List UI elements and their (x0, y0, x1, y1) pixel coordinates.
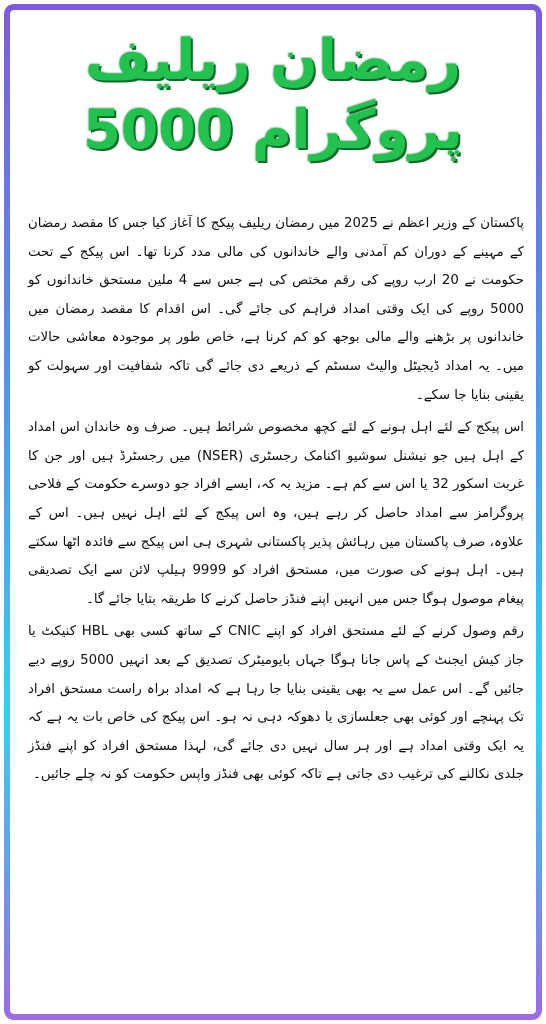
title-line-1: رمضان ریلیف (84, 28, 462, 93)
paragraph-disbursement: رقم وصول کرنے کے لئے مستحق افراد کو اپنے CNIC کے ساتھ کسی بھی HBL کنیکٹ یا جاز کیش ایجنٹ کے پاس جانا ہوگا جہاں بایومیٹرک تصدیق کے بعد انہیں 5000 روپے دیے جائیں گے۔ اس عمل سے یہ بھی یقینی بنایا جا رہا ہے کہ امداد براہ راست مستحق افراد تک پہنچے اور کوئی بھی جعلسازی یا دھوکہ دہی نہ ہو۔ اس پیکج کی خاص بات یہ ہے کہ یہ ایک وقتی امداد ہے اور ہر سال نہیں دی جائے گی، لہذا مستحق افراد کو اپنے فنڈز جلدی نکالنے کی ترغیب دی جاتی ہے تاکہ کوئی بھی فنڈز واپس حکومت کو نہ چلے جائیں۔ (28, 624, 524, 783)
title-line-2: پروگرام 5000 (83, 97, 463, 161)
title-block (10, 30, 536, 159)
paragraph-intro: پاکستان کے وزیر اعظم نے 2025 میں رمضان ریلیف پیکج کا آغاز کیا جس کا مقصد رمضان کے مہینے کے دوران کم آمدنی والے خاندانوں کی مالی مدد کرنا تھا۔ اس پیکج کے تحت حکومت نے 20 ارب روپے کی رقم مختص کی ہے جس سے 4 ملین مستحق خاندانوں کو 5000 روپے کی ایک وقتی امداد فراہم کی جائے گی۔ اس اقدام کا مقصد رمضان میں خاندانوں پر بڑھنے والے مالی بوجھ کو کم کرنا ہے، خاص طور پر موجودہ معاشی حالات میں۔ یہ امداد ڈیجیٹل والیٹ سسٹم کے ذریعے دی جائے گی تاکہ شفافیت اور سہولت کو یقینی بنایا جا سکے۔ (28, 216, 524, 403)
article-body (28, 210, 524, 794)
paragraph-eligibility: اس پیکج کے لئے اہل ہونے کے لئے کچھ مخصوص شرائط ہیں۔ صرف وہ خاندان اس امداد کے اہل ہیں جو نیشنل سوشیو اکنامک رجسٹری (NSER) میں رجسٹرڈ ہیں اور جن کا غربت اسکور 32 یا اس سے کم ہے۔ مزید یہ کہ، ایسے افراد جو دوسرے حکومت کے فلاحی پروگرامز سے امداد حاصل کر رہے ہیں، وہ اس پیکج کے لئے اہل نہیں ہیں۔ اس کے علاوہ، صرف پاکستان میں رہائش پذیر پاکستانی شہری ہی اس پیکج سے فائدہ اٹھا سکتے ہیں۔ اہل ہونے کی صورت میں، مستحق افراد کو 9999 ہیلپ لائن سے ایک تصدیقی پیغام موصول ہوگا جس میں انہیں اپنے فنڈز حاصل کرنے کا طریقہ بتایا جائے گا۔ (28, 420, 525, 607)
